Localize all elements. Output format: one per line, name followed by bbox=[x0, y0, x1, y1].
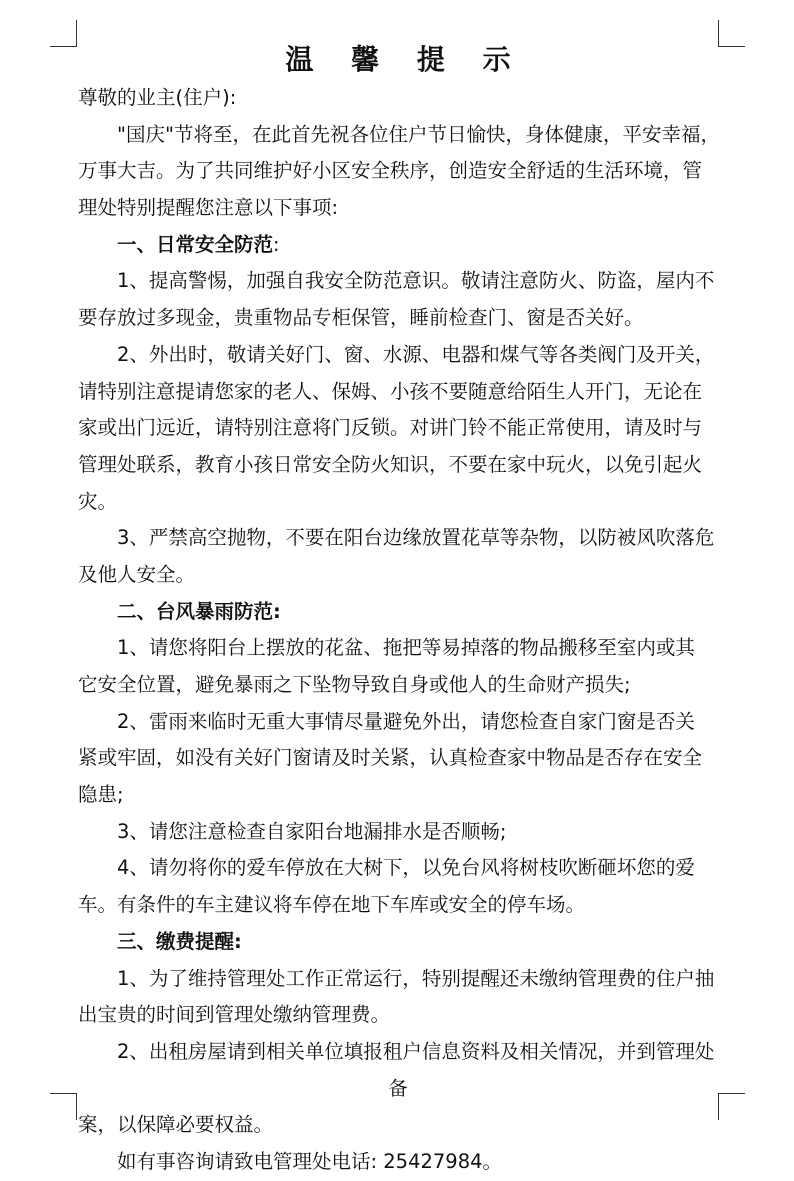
item-line: 车。有条件的车主建议将车停在地下车库或安全的停车场。 bbox=[78, 893, 586, 917]
item-line: 3、严禁高空抛物，不要在阳台边缘放置花草等杂物，以防被风吹落危 bbox=[117, 526, 715, 550]
item-line: 出宝贵的时间到管理处缴纳管理费。 bbox=[78, 1003, 391, 1027]
item-line: 灾。 bbox=[78, 489, 118, 513]
crop-mark-top-right bbox=[718, 20, 745, 47]
salutation: 尊敬的业主(住户): bbox=[78, 86, 237, 109]
item-line: 隐患; bbox=[78, 783, 124, 807]
item-line: 1、请您将阳台上摆放的花盆、拖把等易掉落的物品搬移至室内或其 bbox=[117, 636, 695, 660]
section-heading-colon: : bbox=[273, 232, 280, 256]
item-line: 及他人安全。 bbox=[78, 562, 196, 586]
crop-mark-top-left bbox=[50, 20, 77, 47]
item-line: 家或出门远近，请特别注意将门反锁。对讲门铃不能正常使用，请及时与 bbox=[78, 416, 703, 440]
section-heading-fees: 三、缴费提醒: bbox=[117, 929, 242, 953]
item-line: 2、外出时，敬请关好门、窗、水源、电器和煤气等各类阀门及开关， bbox=[117, 342, 715, 366]
list-item bbox=[78, 961, 718, 1034]
intro-paragraph bbox=[78, 117, 718, 227]
list-item bbox=[78, 337, 718, 520]
item-line: 管理处联系，教育小孩日常安全防火知识，不要在家中玩火，以免引起火 bbox=[78, 452, 703, 476]
section-heading-daily-safety bbox=[78, 227, 718, 264]
intro-line: 理处特别提醒您注意以下事项: bbox=[78, 196, 339, 220]
item-line: 它安全位置，避免暴雨之下坠物导致自身或他人的生命财产损失; bbox=[78, 673, 631, 696]
list-item bbox=[78, 850, 718, 923]
list-item bbox=[78, 520, 718, 593]
list-item bbox=[78, 704, 718, 814]
contact-line: 如有事咨询请致电管理处电话: 25427984。 bbox=[117, 1149, 503, 1173]
item-line: 1、提高警惕，加强自我安全防范意识。敬请注意防火、防盗，屋内不 bbox=[117, 269, 715, 293]
item-line: 案，以保障必要权益。 bbox=[78, 1113, 274, 1137]
item-line: 紧或牢固，如没有关好门窗请及时关紧，认真检查家中物品是否存在安全 bbox=[78, 746, 703, 770]
crop-mark-bottom-left bbox=[50, 1093, 77, 1120]
notice-document bbox=[78, 40, 718, 1181]
list-item bbox=[78, 630, 718, 703]
item-line: 4、请勿将你的爱车停放在大树下，以免台风将树枝吹断砸坏您的爱 bbox=[117, 856, 695, 880]
item-line: 3、请您注意检查自家阳台地漏排水是否顺畅; bbox=[117, 819, 507, 843]
intro-line: "国庆"节将至，在此首先祝各位住户节日愉快，身体健康，平安幸福， bbox=[117, 122, 720, 146]
item-line: 要存放过多现金，贵重物品专柜保管，睡前检查门、窗是否关好。 bbox=[78, 306, 644, 330]
list-item bbox=[78, 263, 718, 336]
list-item bbox=[78, 1034, 718, 1144]
intro-line: 万事大吉。为了共同维护好小区安全秩序，创造安全舒适的生活环境，管 bbox=[78, 159, 703, 183]
section-heading-typhoon: 二、台风暴雨防范: bbox=[117, 599, 281, 623]
list-item bbox=[78, 814, 718, 851]
item-line: 1、为了维持管理处工作正常运行，特别提醒还未缴纳管理费的住户抽 bbox=[117, 966, 715, 990]
item-line: 备 bbox=[388, 1076, 408, 1100]
notice-title: 温 馨 提 示 bbox=[285, 43, 525, 76]
item-line: 2、雷雨来临时无重大事情尽量避免外出，请您检查自家门窗是否关 bbox=[117, 709, 695, 733]
item-line: 2、出租房屋请到相关单位填报租户信息资料及相关情况，并到管理处 bbox=[117, 1039, 715, 1063]
crop-mark-bottom-right bbox=[718, 1093, 745, 1120]
item-line: 请特别注意提请您家的老人、保姆、小孩不要随意给陌生人开门，无论在 bbox=[78, 379, 703, 403]
section-heading-text: 一、日常安全防范 bbox=[117, 232, 274, 256]
